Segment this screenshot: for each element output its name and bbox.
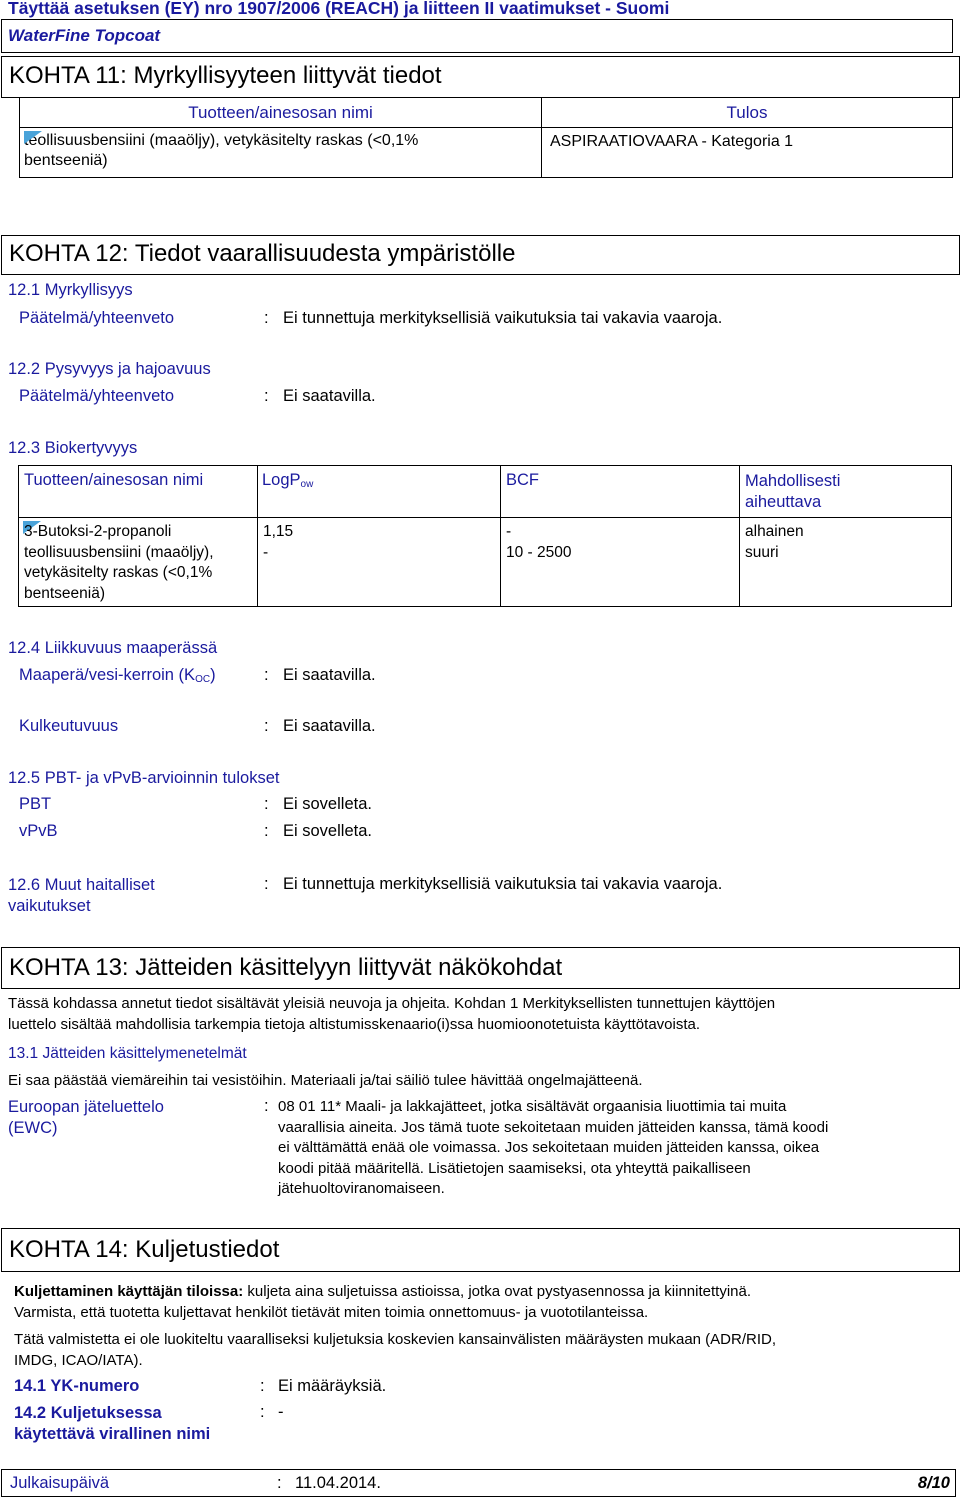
s122-value: Ei saatavilla. (283, 387, 376, 405)
s124-koc-value: Ei saatavilla. (283, 666, 376, 684)
s142-label: 14.2 Kuljetuksessa käytettävä virallinen nimi (14, 1404, 211, 1443)
colon: : (264, 309, 269, 327)
footer-box (1, 1469, 956, 1497)
bio-potential-values: alhainen suuri (745, 523, 804, 561)
colon: : (264, 717, 269, 735)
pen-marker-icon (24, 131, 42, 144)
footer-date-label: Julkaisupäivä (10, 1474, 110, 1492)
s122-heading: 12.2 Pysyvyys ja hajoavuus (8, 360, 211, 378)
bio-col-logp: LogPow (262, 471, 314, 490)
toxicity-table (19, 97, 953, 178)
pbt-label: PBT (19, 795, 52, 813)
colon: : (264, 875, 269, 893)
bio-names: 3-Butoksi-2-propanoli teollisuusbensiini (maaöljy), vetykäsitelty raskas (<0,1% bentseeniä) (24, 523, 214, 602)
colon: : (264, 387, 269, 405)
section-12-title-box (1, 235, 960, 275)
toxicity-col-name: Tuotteen/ainesosan nimi (20, 98, 542, 128)
vpvb-label: vPvB (19, 822, 58, 840)
bio-bcf-values: - 10 - 2500 (506, 523, 572, 561)
section-12-title: KOHTA 12: Tiedot vaarallisuudesta ympäristölle (9, 240, 516, 267)
s121-label: Päätelmä/yhteenveto (19, 309, 175, 327)
s141-label: 14.1 YK-numero (14, 1377, 140, 1395)
s122-label: Päätelmä/yhteenveto (19, 387, 175, 405)
s123-heading: 12.3 Biokertyvyys (8, 439, 138, 457)
s142-value: - (278, 1403, 284, 1421)
section-14-transport-user: Kuljettaminen käyttäjän tiloissa: kuljeta aina suljetuissa astioissa, jotka ovat pystyasennossa ja kiinnitettyinä. Varmista, että tuotetta kuljettavat henkilöt tietävät miten toimia onnettomuus- ja vuototilanteissa. (14, 1283, 752, 1321)
colon: : (264, 822, 269, 840)
bio-col-potential: Mahdollisesti aiheuttava (745, 472, 841, 511)
bio-col-name: Tuotteen/ainesosan nimi (24, 471, 204, 489)
bio-logp-values: 1,15 - (263, 523, 294, 561)
section-13-title-box (1, 947, 960, 989)
pbt-value: Ei sovelleta. (283, 795, 372, 813)
s124-mobility-label: Kulkeutuvuus (19, 717, 119, 735)
s131-text: Ei saa päästää viemäreihin tai vesistöihin. Materiaali ja/tai säiliö tulee hävittää ongelmajätteenä. (8, 1072, 643, 1089)
section-14-title-box (1, 1228, 960, 1272)
colon: : (277, 1474, 282, 1492)
colon: : (264, 1097, 269, 1115)
product-name-box (1, 19, 953, 53)
s124-heading: 12.4 Liikkuvuus maaperässä (8, 639, 218, 657)
ewc-label: Euroopan jäteluettelo (EWC) (8, 1098, 164, 1137)
ewc-value: 08 01 11* Maali- ja lakkajätteet, jotka sisältävät orgaanisia liuottimia tai muita vaarallisia aineita. Jos tämä tuote sekoitetaan muiden jätteiden kanssa, tämä koodi ei välttämättä enää ole voimassa. Jos sekoitetaan muiden jätteiden kanssa, oikea koodi pitää määritellä. Lisätietojen saamiseksi, ota yhteyttä paikalliseen jätehuoltoviranomaiseen. (278, 1098, 829, 1197)
colon: : (260, 1403, 265, 1421)
footer-date-value: 11.04.2014. (295, 1474, 381, 1492)
s126-value: Ei tunnettuja merkityksellisiä vaikutuksia tai vakavia vaaroja. (283, 875, 723, 893)
s131-heading: 13.1 Jätteiden käsittelymenetelmät (8, 1045, 247, 1062)
section-11-title: KOHTA 11: Myrkyllisyyteen liittyvät tiedot (9, 62, 442, 89)
product-name: WaterFine Topcoat (8, 26, 161, 45)
section-14-classification: Tätä valmistetta ei ole luokiteltu vaaralliseksi kuljetuksia koskevien kansainvälisten määräysten mukaan (ADR/RID, IMDG, ICAO/IATA). (14, 1331, 776, 1369)
page-number: 8/10 (917, 1474, 950, 1492)
colon: : (260, 1377, 265, 1395)
toxicity-col-result: Tulos (542, 98, 953, 128)
s124-mobility-value: Ei saatavilla. (283, 717, 376, 735)
bio-col-bcf: BCF (506, 471, 539, 489)
section-14-title: KOHTA 14: Kuljetustiedot (9, 1236, 280, 1263)
s126-heading: 12.6 Muut haitalliset vaikutukset (8, 876, 155, 915)
bioaccumulation-table (18, 465, 952, 607)
s125-heading: 12.5 PBT- ja vPvB-arvioinnin tulokset (8, 769, 280, 787)
s124-koc-label: Maaperä/vesi-kerroin (KOC) (19, 666, 216, 685)
s121-value: Ei tunnettuja merkityksellisiä vaikutuksia tai vakavia vaaroja. (283, 309, 723, 327)
toxicity-row-result: ASPIRAATIOVAARA - Kategoria 1 (542, 128, 953, 178)
s141-value: Ei määräyksiä. (278, 1377, 387, 1395)
vpvb-value: Ei sovelleta. (283, 822, 372, 840)
colon: : (264, 795, 269, 813)
section-13-intro: Tässä kohdassa annetut tiedot sisältävät yleisiä neuvoja ja ohjeita. Kohdan 1 Merkityksellisten tunnettujen käyttöjen luettelo sisältää mahdollisia tarkempia tietoja altistumisskenaario(i)ssa huomioonotetuista käyttötavoista. (8, 995, 776, 1033)
toxicity-row-name: teollisuusbensiini (maaöljy), vetykäsitelty raskas (<0,1% bentseeniä) (20, 128, 542, 178)
s121-heading: 12.1 Myrkyllisyys (8, 281, 133, 299)
regulation-header: Täyttää asetuksen (EY) nro 1907/2006 (REACH) ja liitteen II vaatimukset - Suomi (8, 0, 670, 18)
section-11-title-box (1, 56, 960, 98)
section-13-title: KOHTA 13: Jätteiden käsittelyyn liittyvät näkökohdat (9, 954, 563, 981)
colon: : (264, 666, 269, 684)
